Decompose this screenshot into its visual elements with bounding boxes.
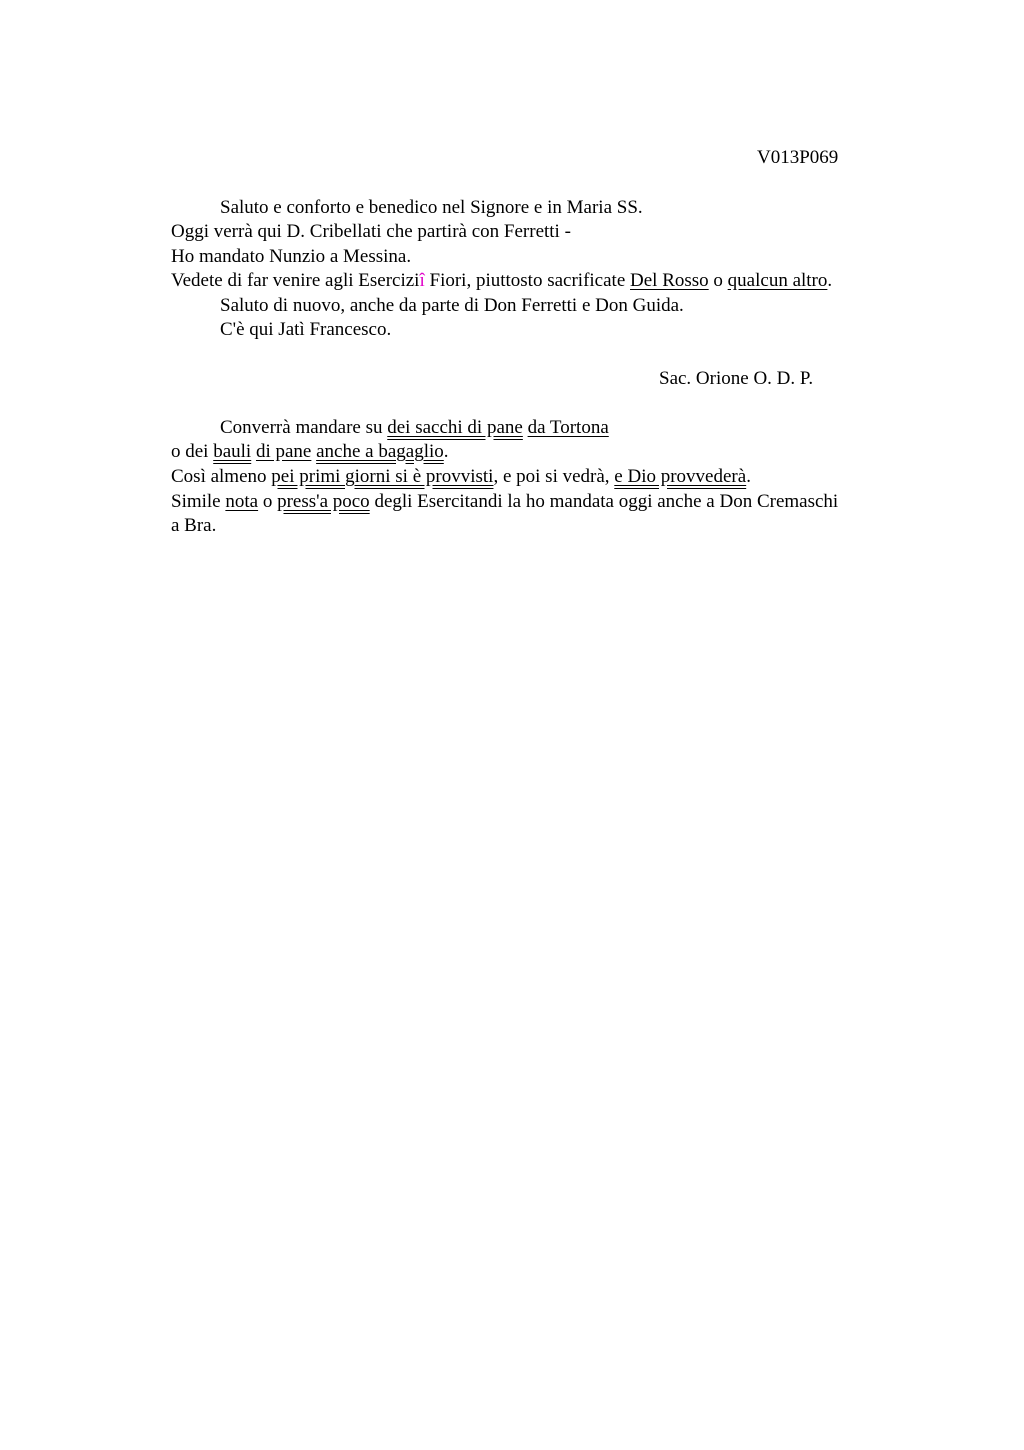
- highlighted-char: î: [419, 270, 425, 291]
- signature: Sac. Orione O. D. P.: [659, 368, 814, 389]
- paragraph1-line1: Saluto e conforto e benedico nel Signore e in Maria SS.: [220, 197, 643, 218]
- paragraph2-line3: [171, 465, 751, 489]
- page-reference: V013P069: [757, 147, 839, 168]
- p2l3-text-e: .: [746, 466, 751, 487]
- p2l4-text-c: o: [258, 491, 278, 512]
- p2l4-text-e: degli Esercitandi la ho mandata oggi anche a Don Cremaschi: [369, 491, 839, 512]
- paragraph2-line2: [171, 440, 449, 464]
- double-underlined-provvisti: pei primi giorni si è provvisti: [271, 466, 494, 487]
- paragraph2-line5: a Bra.: [171, 515, 217, 536]
- double-underlined-press-a-poco: press'a poco: [277, 491, 370, 512]
- paragraph1-line4: [171, 269, 832, 293]
- double-underlined-dio-provvedera: e Dio provvederà: [614, 466, 747, 487]
- underlined-qualcun-altro: qualcun altro: [727, 270, 828, 291]
- underlined-del-rosso: Del Rosso: [630, 270, 709, 291]
- p2l4-text-a: Simile: [171, 491, 226, 512]
- paragraph2-line4: [171, 490, 838, 514]
- underlined-di-pane: di pane: [255, 441, 312, 462]
- underlined-da-tortona: da Tortona: [527, 417, 609, 438]
- line4-text-a: Vedete di far venire agli Esercizi: [171, 270, 420, 291]
- p2l3-text-a: Così almeno: [171, 466, 272, 487]
- paragraph1-line2: Oggi verrà qui D. Cribellati che partirà con Ferretti -: [171, 221, 571, 242]
- p2l3-text-c: , e poi si vedrà,: [493, 466, 615, 487]
- paragraph2-line1: [220, 416, 609, 440]
- double-underlined-bauli: bauli: [213, 441, 252, 462]
- double-underlined-sacchi: dei sacchi di pane: [387, 417, 523, 438]
- line4-text-b: Fiori, piuttosto sacrificate: [424, 270, 631, 291]
- double-underlined-bagaglio: anche a bagaglio: [316, 441, 444, 462]
- line4-text-d: o: [708, 270, 728, 291]
- p2l2-text-g: .: [443, 441, 449, 462]
- p2l1-text-a: Converrà mandare su: [220, 417, 388, 438]
- paragraph1-line6: C'è qui Jatì Francesco.: [220, 319, 392, 340]
- paragraph1-line3: Ho mandato Nunzio a Messina.: [171, 246, 412, 267]
- paragraph1-line5: Saluto di nuovo, anche da parte di Don Ferretti e Don Guida.: [220, 295, 684, 316]
- p2l2-text-a: o dei: [171, 441, 214, 462]
- line4-text-f: .: [827, 270, 833, 291]
- underlined-nota: nota: [225, 491, 259, 512]
